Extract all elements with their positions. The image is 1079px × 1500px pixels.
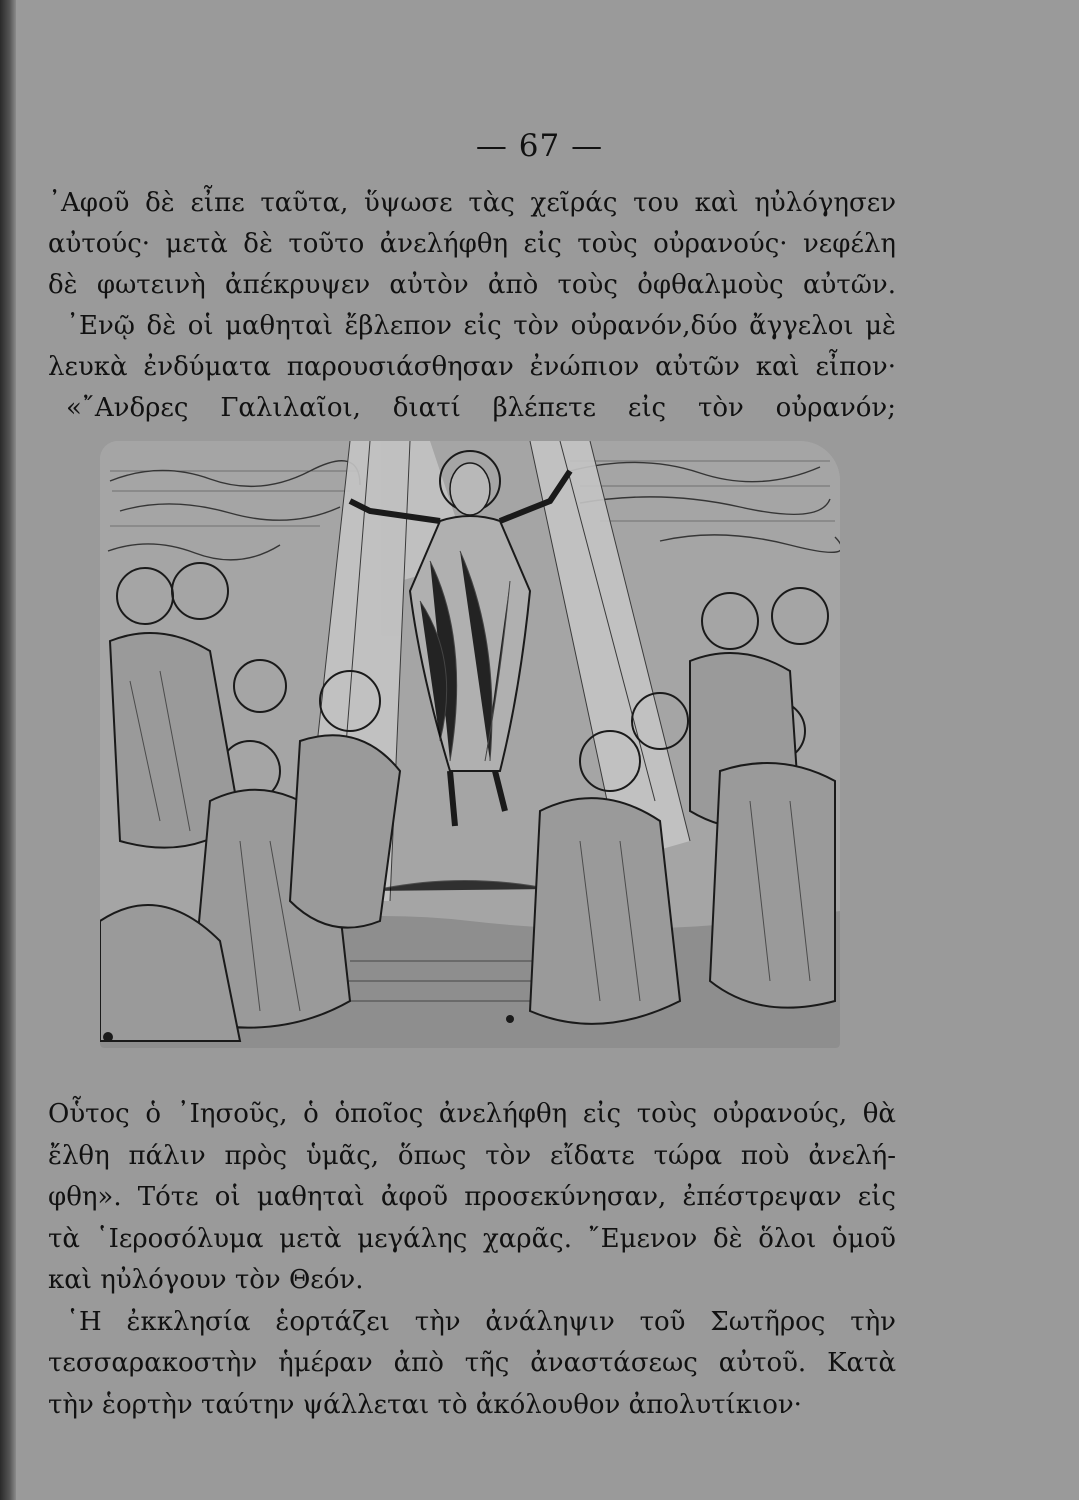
- text-line: ᾿Αφοῦ δὲ εἶπε ταῦτα, ὕψωσε τὰς χεῖράς του καὶ ηὐλόγησεν: [48, 188, 896, 218]
- text-line: αὐτούς· μετὰ δὲ τοῦτο ἀνελήφθη εἰς τοὺς οὐρανούς· νεφέλη: [48, 229, 896, 259]
- text-line: «῎Ανδρες Γαλιλαῖοι, διατί βλέπετε εἰς τὸν οὐρανόν;: [66, 393, 896, 423]
- page-binding-edge: [0, 0, 16, 1500]
- text-line: φθη». Τότε οἱ μαθηταὶ ἀφοῦ προσεκύνησαν, ἐπέστρεψαν εἰς: [48, 1182, 896, 1212]
- text-line: ᾿Ενῷ δὲ οἱ μαθηταὶ ἔβλεπον εἰς τὸν οὐρανόν,δύο ἄγγελοι μὲ: [66, 311, 896, 341]
- text-line: λευκὰ ἐνδύματα παρουσιάσθησαν ἐνώπιον αὐτῶν καὶ εἶπον·: [48, 352, 896, 382]
- text-line: τὰ ῾Ιεροσόλυμα μετὰ μεγάλης χαρᾶς. ῎Εμενον δὲ ὅλοι ὁμοῦ: [48, 1223, 896, 1254]
- text-line: ἔλθη πάλιν πρὸς ὑμᾶς, ὅπως τὸν εἴδατε τώρα ποὺ ἀνελή-: [48, 1140, 896, 1171]
- text-line: ῾Η ἐκκλησία ἑορτάζει τὴν ἀνάληψιν τοῦ Σωτῆρος τὴν: [66, 1306, 896, 1337]
- text-line: τεσσαρακοστὴν ἡμέραν ἀπὸ τῆς ἀναστάσεως αὐτοῦ. Κατὰ: [48, 1348, 896, 1378]
- paragraph-bottom: [48, 1094, 896, 1426]
- text-line: Οὗτος ὁ ᾿Ιησοῦς, ὁ ὁποῖος ἀνελήφθη εἰς τοὺς οὐρανούς, θὰ: [48, 1099, 896, 1129]
- text-line: δὲ φωτεινὴ ἀπέκρυψεν αὐτὸν ἀπὸ τοὺς ὀφθαλμοὺς αὐτῶν.: [48, 270, 896, 300]
- page-number: — 67 —: [475, 128, 604, 164]
- text-line: τὴν ἑορτὴν ταύτην ψάλλεται τὸ ἀκόλουθον ἀπολυτίκιον·: [48, 1389, 802, 1420]
- paragraph-top: [48, 183, 896, 429]
- text-line: καὶ ηὐλόγουν τὸν Θεόν.: [48, 1265, 364, 1295]
- ascension-illustration: [100, 441, 840, 1048]
